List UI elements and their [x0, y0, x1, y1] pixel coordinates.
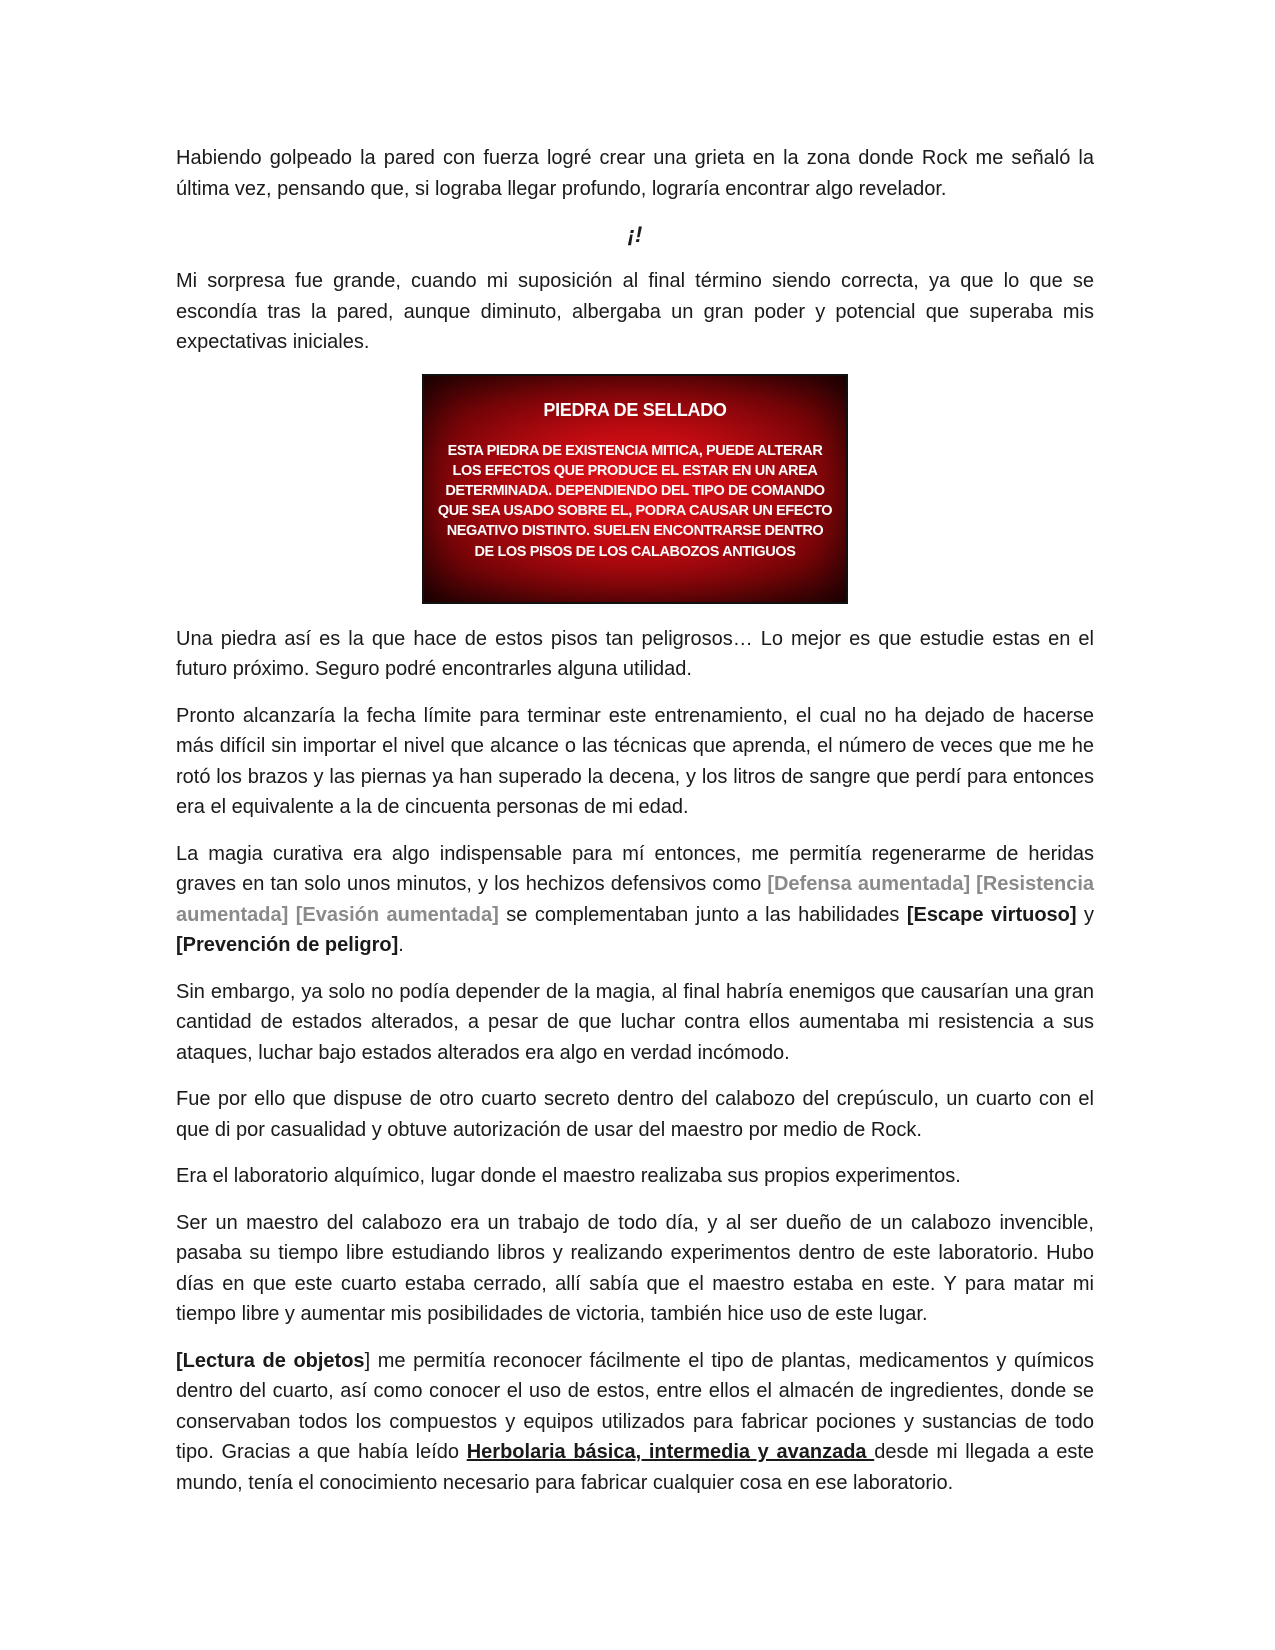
figure-container [176, 374, 1094, 604]
paragraph-4: Pronto alcanzaría la fecha límite para terminar este entrenamiento, el cual no ha dejado de hacerse más difícil sin importar el nivel que alcance o las técnicas que aprenda, el número de veces que me he rotó los brazos y las piernas ya han superado la decena, y los litros de sangre que perdí para entonces era el equivalente a la de cincuenta personas de mi edad. [176, 704, 1094, 818]
stone-card-line: QUE SEA USADO SOBRE EL, PODRA CAUSAR UN EFECTO [437, 503, 833, 520]
stone-card-line: DETERMINADA. DEPENDIENDO DEL TIPO DE COMANDO [445, 482, 825, 499]
skill-prevencion-de-peligro: [Prevención de peligro] [176, 934, 399, 956]
spacer [288, 904, 295, 926]
skill-defensa-aumentada: [Defensa aumentada] [767, 873, 971, 895]
paragraph-7: Fue por ello que dispuse de otro cuarto secreto dentro del calabozo del crepúsculo, un cuarto con el que di por casualidad y obtuve autorización de usar del maestro por medio de Rock. [176, 1088, 1094, 1141]
paragraph-5-text-a: La magia curativa era algo indispensable para mí entonces, me permitía regenerarme de heridas graves en tan solo unos minutos, y los hechizos defensivos como [176, 842, 1094, 895]
stone-card-line: DE LOS PISOS DE LOS CALABOZOS ANTIGUOS [474, 543, 796, 560]
document-page [176, 143, 1094, 1514]
paragraph-2: Mi sorpresa fue grande, cuando mi suposición al final término siendo correcta, ya que lo que se escondía tras la pared, aunque diminuto, albergaba un gran poder y potencial que superaba mis expectativas iniciales. [176, 270, 1094, 353]
paragraph-8: Era el laboratorio alquímico, lugar donde el maestro realizaba sus propios experimentos. [176, 1165, 961, 1187]
paragraph-6: Sin embargo, ya solo no podía depender de la magia, al final habría enemigos que causarían una gran cantidad de estados alterados, a pesar de que luchar contra ellos aumentaba mi resistencia a sus ataques, luchar bajo estados alterados era algo en verdad incómodo. [176, 980, 1094, 1064]
stone-card-line: NEGATIVO DISTINTO. SUELEN ENCONTRARSE DENTRO [446, 523, 824, 540]
skill-evasion-aumentada: [Evasión aumentada] [295, 903, 499, 926]
stone-card-line: ESTA PIEDRA DE EXISTENCIA MITICA, PUEDE ALTERAR [447, 442, 823, 459]
skill-resistencia-aumentada: [Resistencia aumentada] [176, 873, 1095, 926]
skill-escape-virtuoso: [Escape virtuoso] [906, 903, 1077, 926]
sealing-stone-card [422, 374, 848, 604]
stone-card-title: PIEDRA DE SELLADO [543, 399, 727, 420]
paragraph-3: Una piedra así es la que hace de estos pisos tan peligrosos… Lo mejor es que estudie estas en el futuro próximo. Seguro podré encontrarles alguna utilidad. [176, 627, 1094, 680]
paragraph-10-text-a: ] me permitía reconocer fácilmente el tipo de plantas, medicamentos y químicos dentro del cuarto, así como conocer el uso de estos, entre ellos el almacén de ingredientes, donde se conservaban todos los compuestos y equipos utilizados para fabricar pociones y sustancias de todo tipo. Gracias a que había leído [176, 1349, 1094, 1463]
paragraph-1: Habiendo golpeado la pared con fuerza logré crear una grieta en la zona donde Rock me señaló la última vez, pensando que, si lograba llegar profundo, lograría encontrar algo revelador. [176, 147, 1094, 200]
paragraph-10-text-b: desde mi llegada a este mundo, tenía el conocimiento necesario para fabricar cualquier cosa en ese laboratorio. [176, 1441, 1094, 1494]
stone-card-line: LOS EFECTOS QUE PRODUCE EL ESTAR EN UN AREA [452, 462, 818, 479]
paragraph-5 [176, 839, 1094, 961]
stone-card-description [424, 441, 846, 562]
paragraph-5-text-d: . [398, 934, 404, 956]
paragraph-5-text-c: y [1076, 903, 1095, 926]
section-divider: ¡! [627, 222, 643, 247]
book-title-herbolaria: Herbolaria básica, intermedia y avanzada [466, 1441, 875, 1463]
paragraph-5-text-b: se complementaban junto a las habilidades [498, 903, 907, 926]
paragraph-10 [176, 1346, 1094, 1499]
paragraph-9: Ser un maestro del calabozo era un trabajo de todo día, y al ser dueño de un calabozo invencible, pasaba su tiempo libre estudiando libros y realizando experimentos dentro de este laboratorio. Hubo días en que este cuarto estaba cerrado, allí sabía que el maestro estaba en este. Y para matar mi tiempo libre y aumentar mis posibilidades de victoria, también hice uso de este lugar. [176, 1211, 1094, 1325]
skill-lectura-de-objetos: [Lectura de objetos [176, 1349, 365, 1372]
